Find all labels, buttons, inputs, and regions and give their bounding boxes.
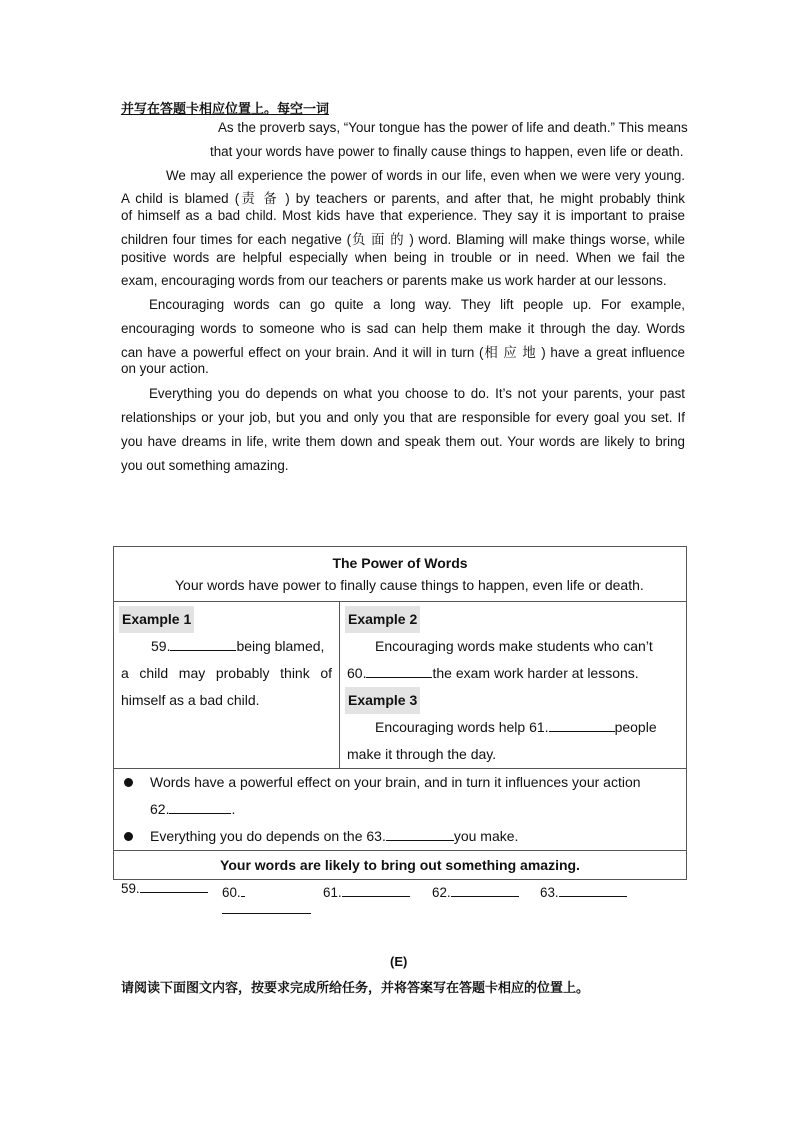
answer-63 bbox=[540, 884, 627, 900]
passage-intro-line: As the proverb says, “Your tongue has the power of life and death.” This means bbox=[218, 120, 688, 135]
passage-line: can have a powerful effect on your brain. And it will in turn (相 应 地 ) have a great influence bbox=[121, 345, 685, 360]
example1-line: himself as a bad child. bbox=[121, 692, 260, 708]
answer-number: 61. bbox=[323, 885, 342, 900]
section-e-instruction: 请阅读下面图文内容，按要求完成所给任务，并将答案写在答题卡相应的位置上。 bbox=[121, 980, 590, 995]
answer-60-extra-line bbox=[222, 913, 311, 914]
passage-line: We may all experience the power of words in our life, even when we were very young. bbox=[166, 168, 685, 183]
example1-line bbox=[121, 633, 332, 660]
passage-line: Everything you do depends on what you choose to do. It’s not your parents, your past bbox=[149, 386, 685, 401]
blank-59-number: 59. bbox=[151, 638, 171, 654]
example2-line: Encouraging words make students who can’t bbox=[375, 638, 653, 654]
answer-59-input[interactable] bbox=[140, 880, 208, 893]
answer-number: 60. bbox=[222, 885, 241, 900]
passage-line: exam, encouraging words from our teachers or parents make us work harder at our lessons. bbox=[121, 273, 667, 288]
bullet-text: . bbox=[231, 801, 236, 817]
answer-60 bbox=[222, 884, 245, 900]
passage-line: you out something amazing. bbox=[121, 458, 289, 473]
bullet-item-continuation bbox=[114, 796, 686, 823]
instruction-heading: 并写在答题卡相应位置上。每空一词 bbox=[121, 101, 330, 116]
passage-line: on your action. bbox=[121, 361, 209, 376]
answer-61 bbox=[323, 884, 410, 900]
passage-line: of himself as a bad child. Most kids have that experience. They say it is important to praise bbox=[121, 208, 685, 223]
bullet-icon bbox=[124, 832, 133, 841]
bullet-icon bbox=[124, 778, 133, 787]
example2-text: the exam work harder at lessons. bbox=[432, 665, 639, 681]
blank-62-input[interactable] bbox=[169, 801, 231, 814]
answer-number: 63. bbox=[540, 885, 559, 900]
bullet-item bbox=[114, 769, 686, 796]
example1-label: Example 1 bbox=[119, 606, 194, 633]
example2-label: Example 2 bbox=[345, 606, 420, 633]
answer-60-input[interactable] bbox=[241, 884, 245, 897]
passage-line: Encouraging words can go quite a long way. They lift people up. For example, bbox=[149, 297, 685, 312]
passage-line: encouraging words to someone who is sad can help them make it through the day. Words bbox=[121, 321, 685, 336]
bullet-item bbox=[114, 823, 686, 850]
bullet-text: you make. bbox=[453, 828, 519, 844]
passage-line: children four times for each negative (负 面 的 ) word. Blaming will make things worse, while bbox=[121, 232, 685, 247]
answer-number: 59. bbox=[121, 881, 140, 896]
bullet-text: Everything you do depends on the 63. bbox=[150, 828, 386, 844]
example3-line: make it through the day. bbox=[347, 746, 497, 762]
passage-line: A child is blamed (责 备 ) by teachers or parents, and after that, he might probably think bbox=[121, 191, 685, 206]
answer-59 bbox=[121, 880, 208, 896]
blank-60-input[interactable] bbox=[366, 665, 432, 678]
answer-62-input[interactable] bbox=[451, 884, 519, 897]
blank-60-number: 60. bbox=[347, 665, 367, 681]
bullets-cell bbox=[114, 769, 687, 851]
example1-line: a child may probably think of bbox=[121, 665, 332, 681]
blank-62-number: 62. bbox=[150, 801, 170, 817]
answer-63-input[interactable] bbox=[559, 884, 627, 897]
example3-text: Encouraging words help 61. bbox=[375, 719, 549, 735]
table-footer: Your words are likely to bring out something amazing. bbox=[220, 857, 580, 873]
example3-line bbox=[347, 714, 679, 741]
table-title: The Power of Words bbox=[332, 555, 468, 571]
passage-line: relationships or your job, but you and only you that are responsible for every goal you set. If bbox=[121, 410, 685, 425]
answer-62 bbox=[432, 884, 519, 900]
table-subtitle: Your words have power to finally cause things to happen, even life or death. bbox=[175, 577, 644, 593]
answer-61-input[interactable] bbox=[342, 884, 410, 897]
example3-text: people bbox=[614, 719, 657, 735]
bullet-text: Words have a powerful effect on your brain, and in turn it influences your action bbox=[150, 774, 641, 790]
summary-table bbox=[113, 546, 687, 880]
answer-number: 62. bbox=[432, 885, 451, 900]
table-header-cell bbox=[114, 547, 687, 602]
blank-63-input[interactable] bbox=[386, 828, 454, 841]
table-footer-cell bbox=[114, 851, 687, 880]
example2-3-cell bbox=[340, 602, 687, 769]
blank-59-input[interactable] bbox=[170, 638, 236, 651]
example2-line bbox=[347, 660, 679, 687]
passage-line: positive words are helpful especially when being in trouble or in need. When we fail the bbox=[121, 250, 685, 265]
section-e-heading: (E) bbox=[390, 954, 408, 969]
example1-text: being blamed, bbox=[236, 638, 325, 654]
example3-label: Example 3 bbox=[345, 687, 420, 714]
example1-cell bbox=[114, 602, 340, 769]
blank-61-input[interactable] bbox=[549, 719, 615, 732]
passage-intro-line: that your words have power to finally cause things to happen, even life or death. bbox=[210, 144, 684, 159]
passage-line: you have dreams in life, write them down and speak them out. Your words are likely to bring bbox=[121, 434, 685, 449]
